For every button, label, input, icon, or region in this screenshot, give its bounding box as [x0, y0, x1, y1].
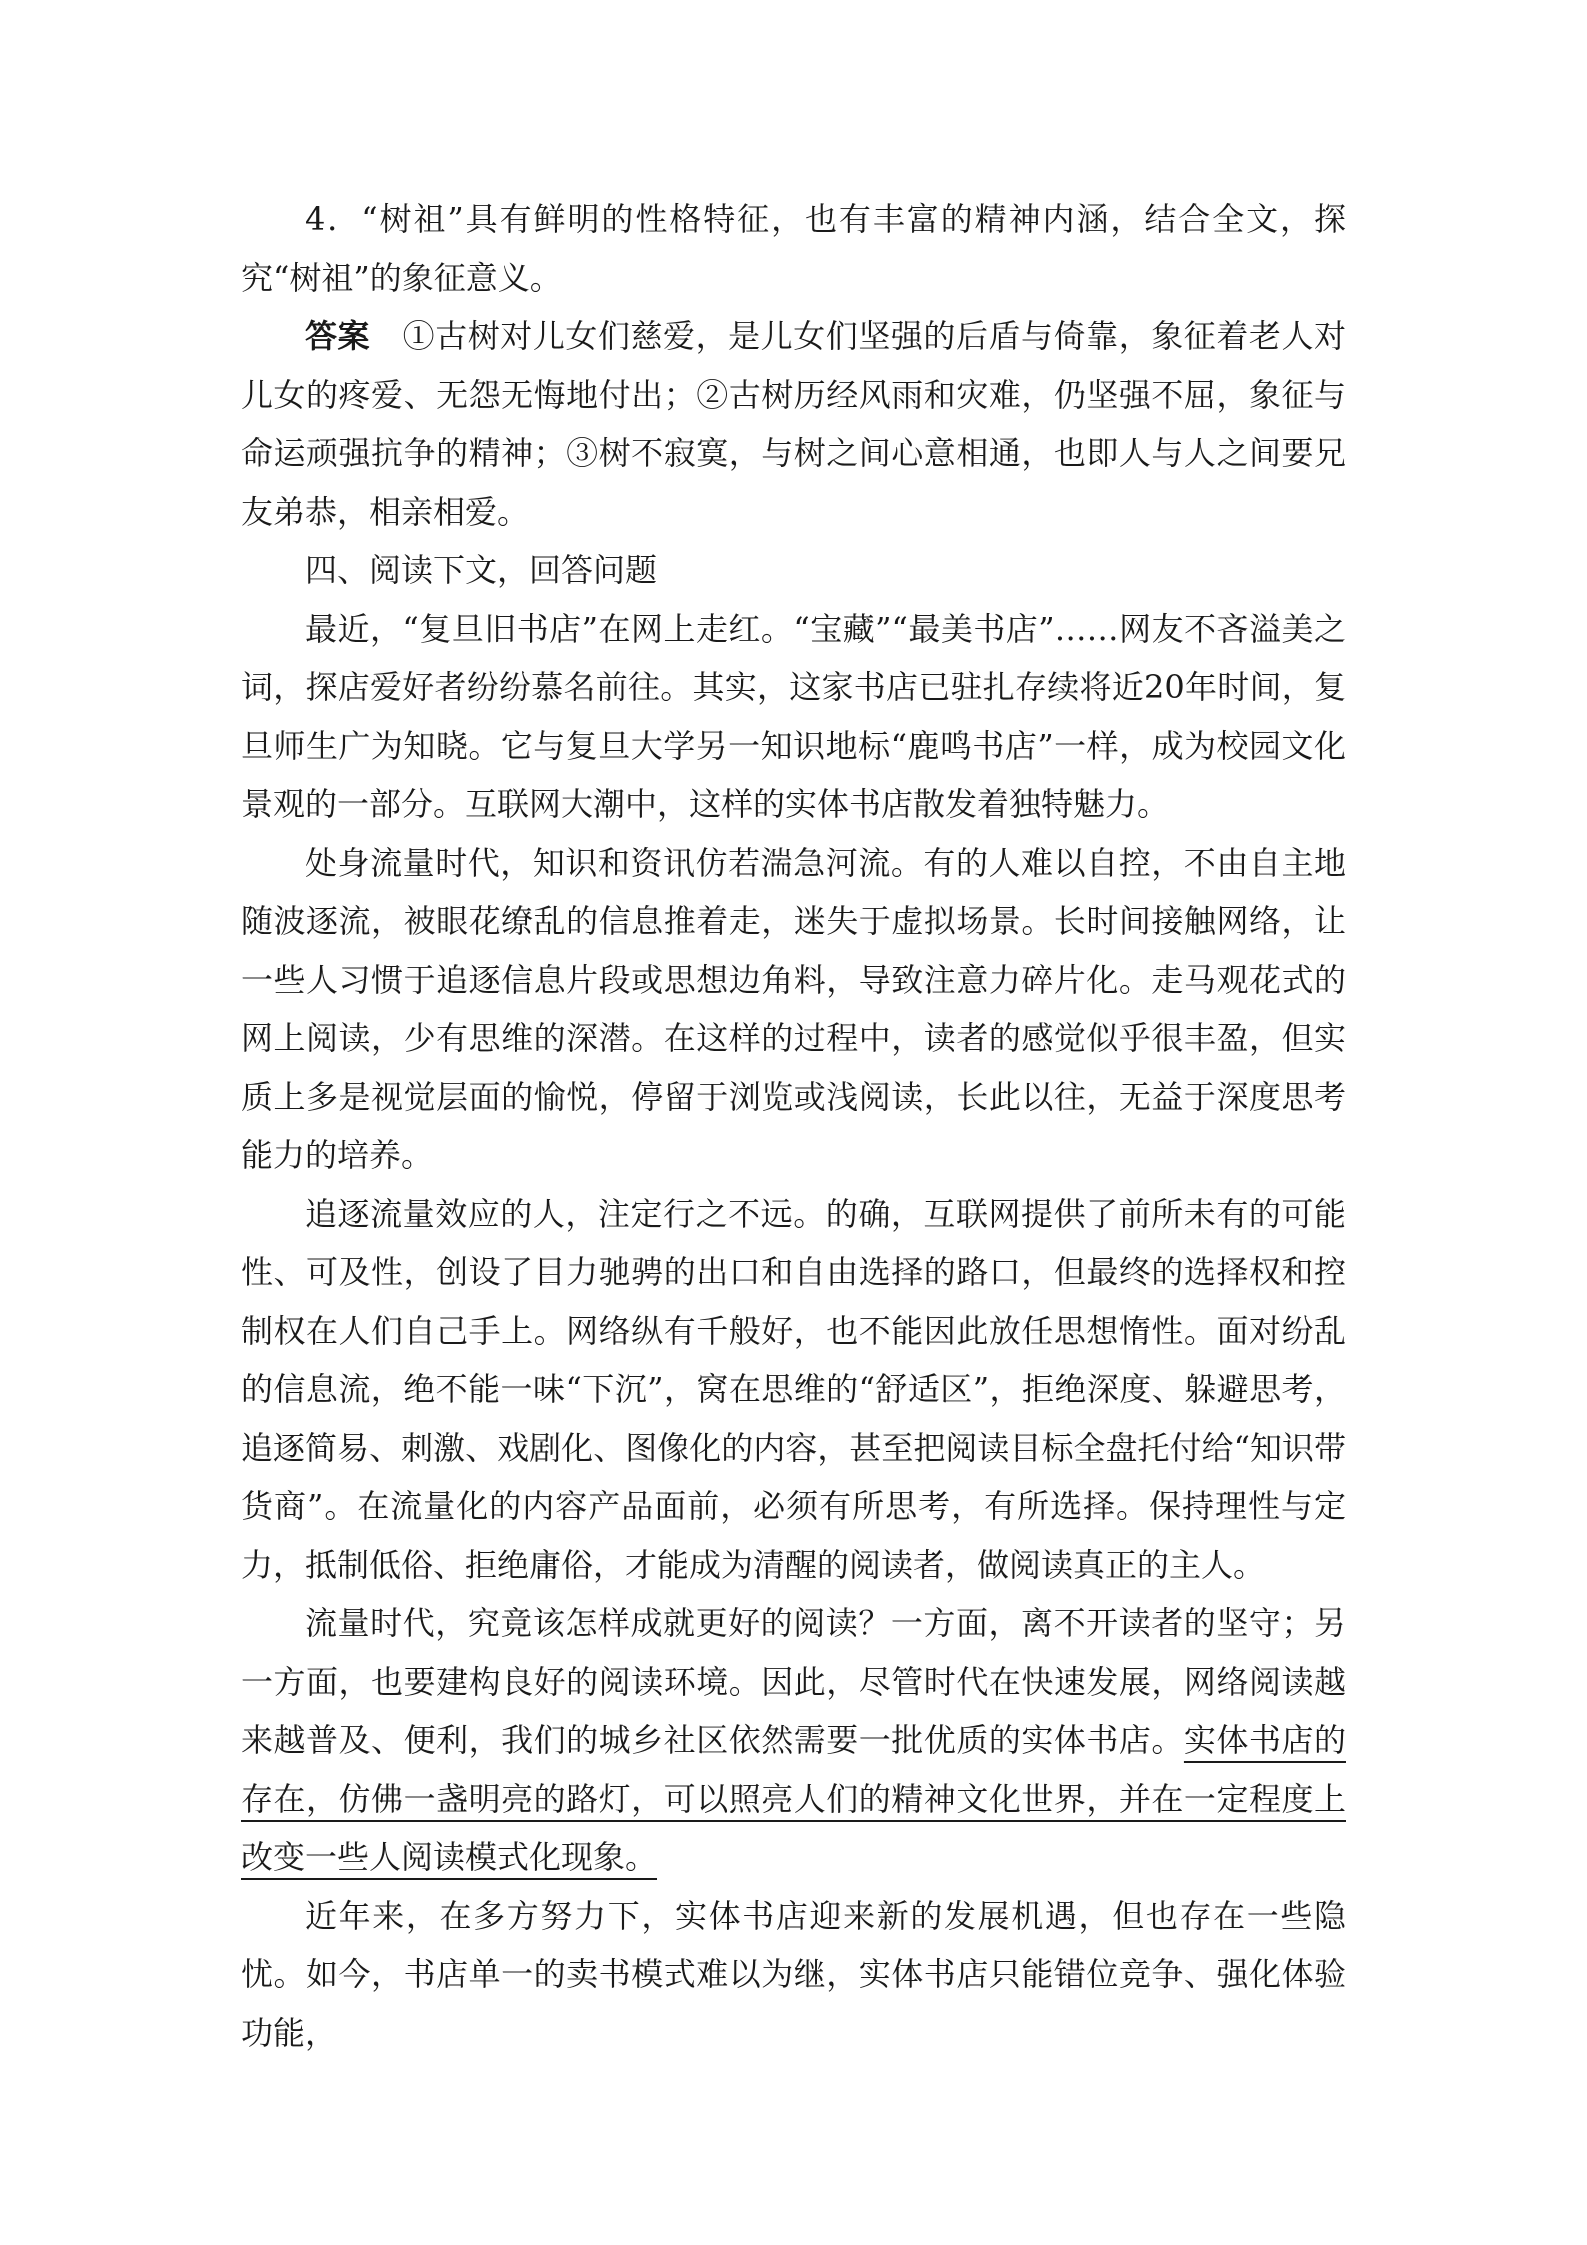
question-4-text: 4．“树祖”具有鲜明的性格特征，也有丰富的精神内涵，结合全文，探究“树祖”的象征意义。	[241, 200, 1346, 297]
answer-text: ①古树对儿女们慈爱，是儿女们坚强的后盾与倚靠，象征着老人对儿女的疼爱、无怨无悔地付出；②古树历经风雨和灾难，仍坚强不屈，象征与命运顽强抗争的精神；③树不寂寞，与树之间心意相通，也即人与人之间要兄友弟恭，相亲相爱。	[241, 317, 1346, 531]
passage-text-4: 流量时代，究竟该怎样成就更好的阅读？一方面，离不开读者的坚守；另一方面，也要建构良好的阅读环境。因此，尽管时代在快速发展，网络阅读越来越普及、便利，我们的城乡社区依然需要一批优质的实体书店。	[241, 1604, 1346, 1759]
answer-label: 答案	[305, 317, 371, 355]
section-4-heading: 四、阅读下文，回答问题	[305, 551, 658, 589]
passage-text-2: 处身流量时代，知识和资讯仿若湍急河流。有的人难以自控，不由自主地随波逐流，被眼花缭乱的信息推着走，迷失于虚拟场景。长时间接触网络，让一些人习惯于追逐信息片段或思想边角料，导致注意力碎片化。走马观花式的网上阅读，少有思维的深潜。在这样的过程中，读者的感觉似乎很丰盈，但实质上多是视觉层面的愉悦，停留于浏览或浅阅读，长此以往，无益于深度思考能力的培养。	[241, 843, 1346, 1174]
passage-text-5: 近年来，在多方努力下，实体书店迎来新的发展机遇，但也存在一些隐忧。如今，书店单一的卖书模式难以为继，实体书店只能错位竞争、强化体验功能，	[241, 1896, 1346, 2052]
passage-paragraph-3	[241, 1185, 1346, 1595]
section-heading	[241, 541, 1346, 600]
question-4	[241, 190, 1346, 307]
passage-text-3: 追逐流量效应的人，注定行之不远。的确，互联网提供了前所未有的可能性、可及性，创设了目力驰骋的出口和自由选择的路口，但最终的选择权和控制权在人们自己手上。网络纵有千般好，也不能因此放任思想惰性。面对纷乱的信息流，绝不能一味“下沉”，窝在思维的“舒适区”，拒绝深度、躲避思考，追逐简易、刺激、戏剧化、图像化的内容，甚至把阅读目标全盘托付给“知识带货商”。在流量化的内容产品面前，必须有所思考，有所选择。保持理性与定力，抵制低俗、拒绝庸俗，才能成为清醒的阅读者，做阅读真正的主人。	[241, 1194, 1346, 1584]
passage-paragraph-5	[241, 1887, 1346, 2063]
passage-paragraph-2	[241, 834, 1346, 1185]
answer-paragraph	[241, 307, 1346, 541]
document-content	[241, 190, 1346, 2062]
passage-paragraph-1	[241, 600, 1346, 834]
passage-text-1: 最近，“复旦旧书店”在网上走红。“宝藏”“最美书店”……网友不吝溢美之词，探店爱好者纷纷慕名前往。其实，这家书店已驻扎存续将近20年时间，复旦师生广为知晓。它与复旦大学另一知识地标“鹿鸣书店”一样，成为校园文化景观的一部分。互联网大潮中，这样的实体书店散发着独特魅力。	[241, 609, 1346, 823]
underlined-sentence: 实体书店的存在，仿佛一盏明亮的路灯，可以照亮人们的精神文化世界，并在一定程度上改变一些人阅读模式化现象。	[241, 1721, 1346, 1876]
passage-paragraph-4	[241, 1594, 1346, 1887]
